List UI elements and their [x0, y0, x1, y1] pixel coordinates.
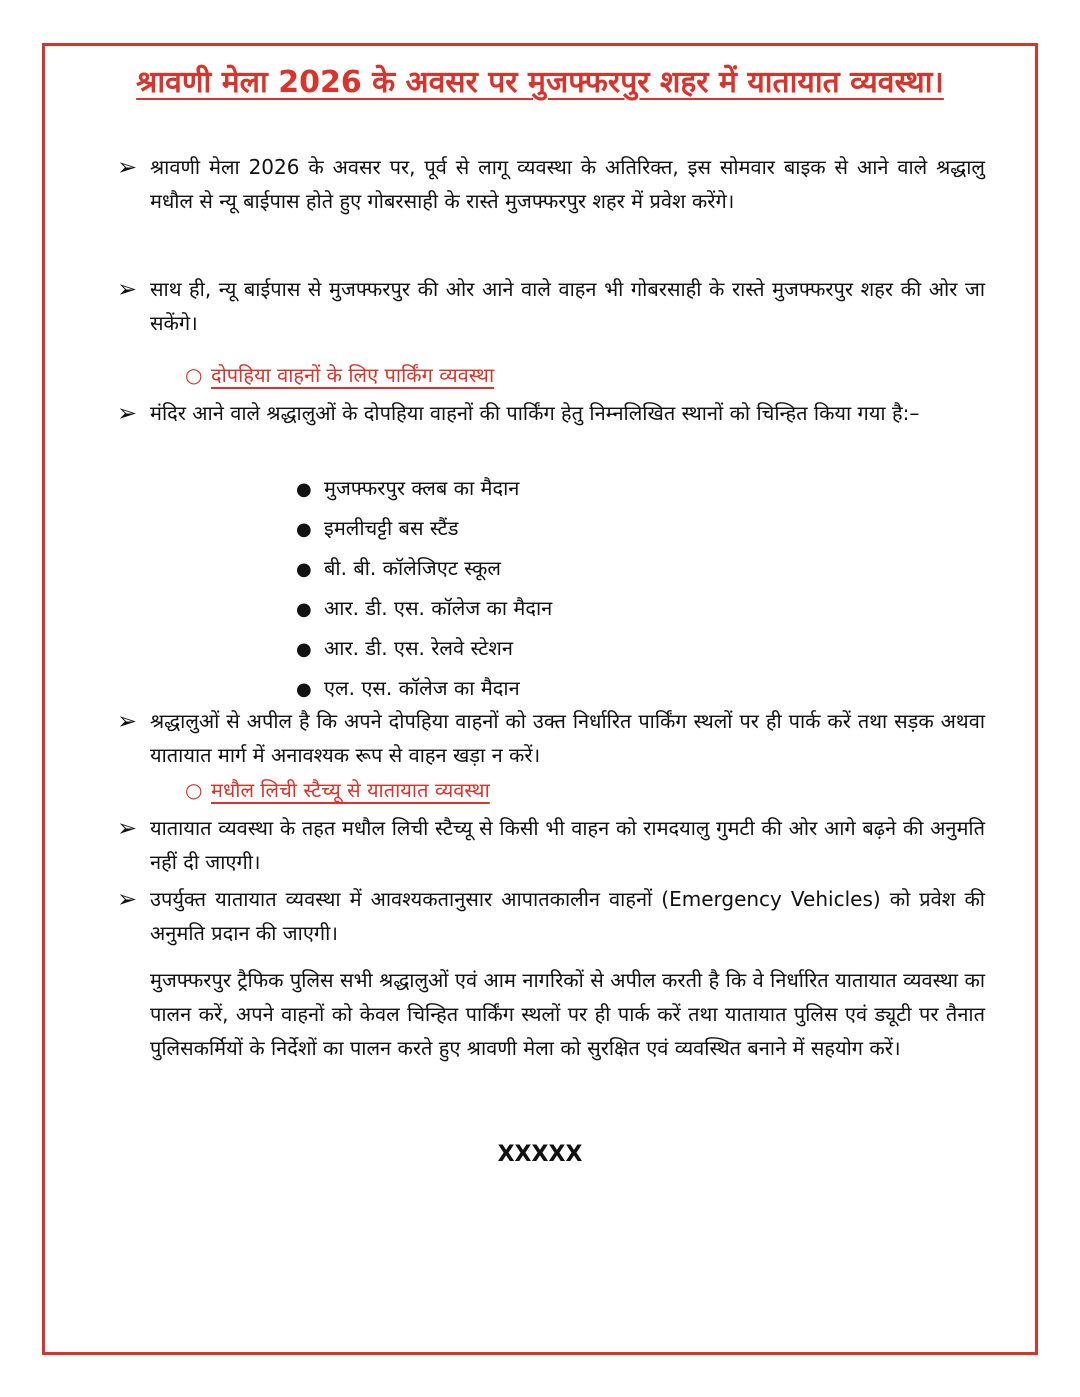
closing-appeal: मुजफ्फरपुर ट्रैफिक पुलिस सभी श्रद्धालुओं एवं आम नागरिकों से अपील करती है कि वे निर्धारित यातायात व्यवस्था का पालन करें, अपने वाहनों को केवल चिन्हित पार्किंग स्थलों पर ही पार्क करें तथा यातायात पुलिस एवं ड्यूटी पर तैनात पुलिसकर्मियों के निर्देशों का पालन करते हुए श्रावणी मेला को सुरक्षित एवं व्यवस्थित बनाने में सहयोग करें। [150, 968, 985, 1060]
paragraph-parking-appeal: श्रद्धालुओं से अपील है कि अपने दोपहिया वाहनों को उक्त निर्धारित पार्किंग स्थलों पर ही पार्क करें तथा सड़क अथवा यातायात मार्ग में अनावश्यक रूप से वाहन खड़ा न करें। [150, 709, 985, 767]
end-mark: XXXXX [497, 1142, 583, 1167]
circle-bullet-icon: ○ [185, 363, 203, 387]
arrow-bullet-icon: ➢ [117, 399, 138, 427]
subheading-madhaul-statue-traffic: ○ मधौल लिची स्टैच्यू से यातायात व्यवस्था [185, 773, 490, 807]
list-item: ● आर. डी. एस. कॉलेज का मैदान [296, 588, 552, 628]
document-title: श्रावणी मेला 2026 के अवसर पर मुजफ्फरपुर शहर में यातायात व्यवस्था। [136, 65, 944, 100]
arrow-bullet-icon: ➢ [117, 707, 138, 735]
list-item: ● बी. बी. कॉलेजिएट स्कूल [296, 548, 552, 588]
list-item: ● मुजफ्फरपुर क्लब का मैदान [296, 468, 552, 508]
arrow-bullet-icon: ➢ [117, 814, 138, 842]
paragraph-bike-entry: श्रावणी मेला 2026 के अवसर पर, पूर्व से लागू व्यवस्था के अतिरिक्त, इस सोमवार बाइक से आने वाले श्रद्धालु मधौल से न्यू बाईपास होते हुए गोबरसाही के रास्ते मुजफ्फरपुर शहर में प्रवेश करेंगे। [150, 155, 985, 213]
bullet-dot-icon: ● [296, 639, 312, 660]
bullet-dot-icon: ● [296, 519, 312, 540]
paragraph-parking-intro: मंदिर आने वाले श्रद्धालुओं के दोपहिया वाहनों की पार्किंग हेतु निम्नलिखित स्थानों को चिन्हित किया गया है:– [150, 401, 920, 425]
arrow-bullet-icon: ➢ [117, 275, 138, 303]
bullet-dot-icon: ● [296, 599, 312, 620]
arrow-bullet-icon: ➢ [117, 885, 138, 913]
parking-location-list [296, 468, 552, 708]
paragraph-emergency-vehicles: उपर्युक्त यातायात व्यवस्था में आवश्यकतानुसार आपातकालीन वाहनों (Emergency Vehicles) को प्रवेश की अनुमति प्रदान की जाएगी। [150, 887, 985, 945]
subheading-two-wheeler-parking: ○ दोपहिया वाहनों के लिए पार्किंग व्यवस्था [185, 358, 494, 392]
bullet-dot-icon: ● [296, 479, 312, 500]
paragraph-bypass-vehicles: साथ ही, न्यू बाईपास से मुजफ्फरपुर की ओर आने वाले वाहन भी गोबरसाही के रास्ते मुजफ्फरपुर शहर की ओर जा सकेंगे। [150, 277, 985, 335]
list-item: ● आर. डी. एस. रेलवे स्टेशन [296, 628, 552, 668]
bullet-dot-icon: ● [296, 559, 312, 580]
list-item: ● एल. एस. कॉलेज का मैदान [296, 668, 552, 708]
bullet-dot-icon: ● [296, 679, 312, 700]
arrow-bullet-icon: ➢ [117, 153, 138, 181]
list-item: ● इमलीचट्टी बस स्टैंड [296, 508, 552, 548]
circle-bullet-icon: ○ [185, 778, 203, 802]
paragraph-no-entry-gumti: यातायात व्यवस्था के तहत मधौल लिची स्टैच्यू से किसी भी वाहन को रामदयालु गुमटी की ओर आगे बढ़ने की अनुमति नहीं दी जाएगी। [150, 816, 985, 874]
